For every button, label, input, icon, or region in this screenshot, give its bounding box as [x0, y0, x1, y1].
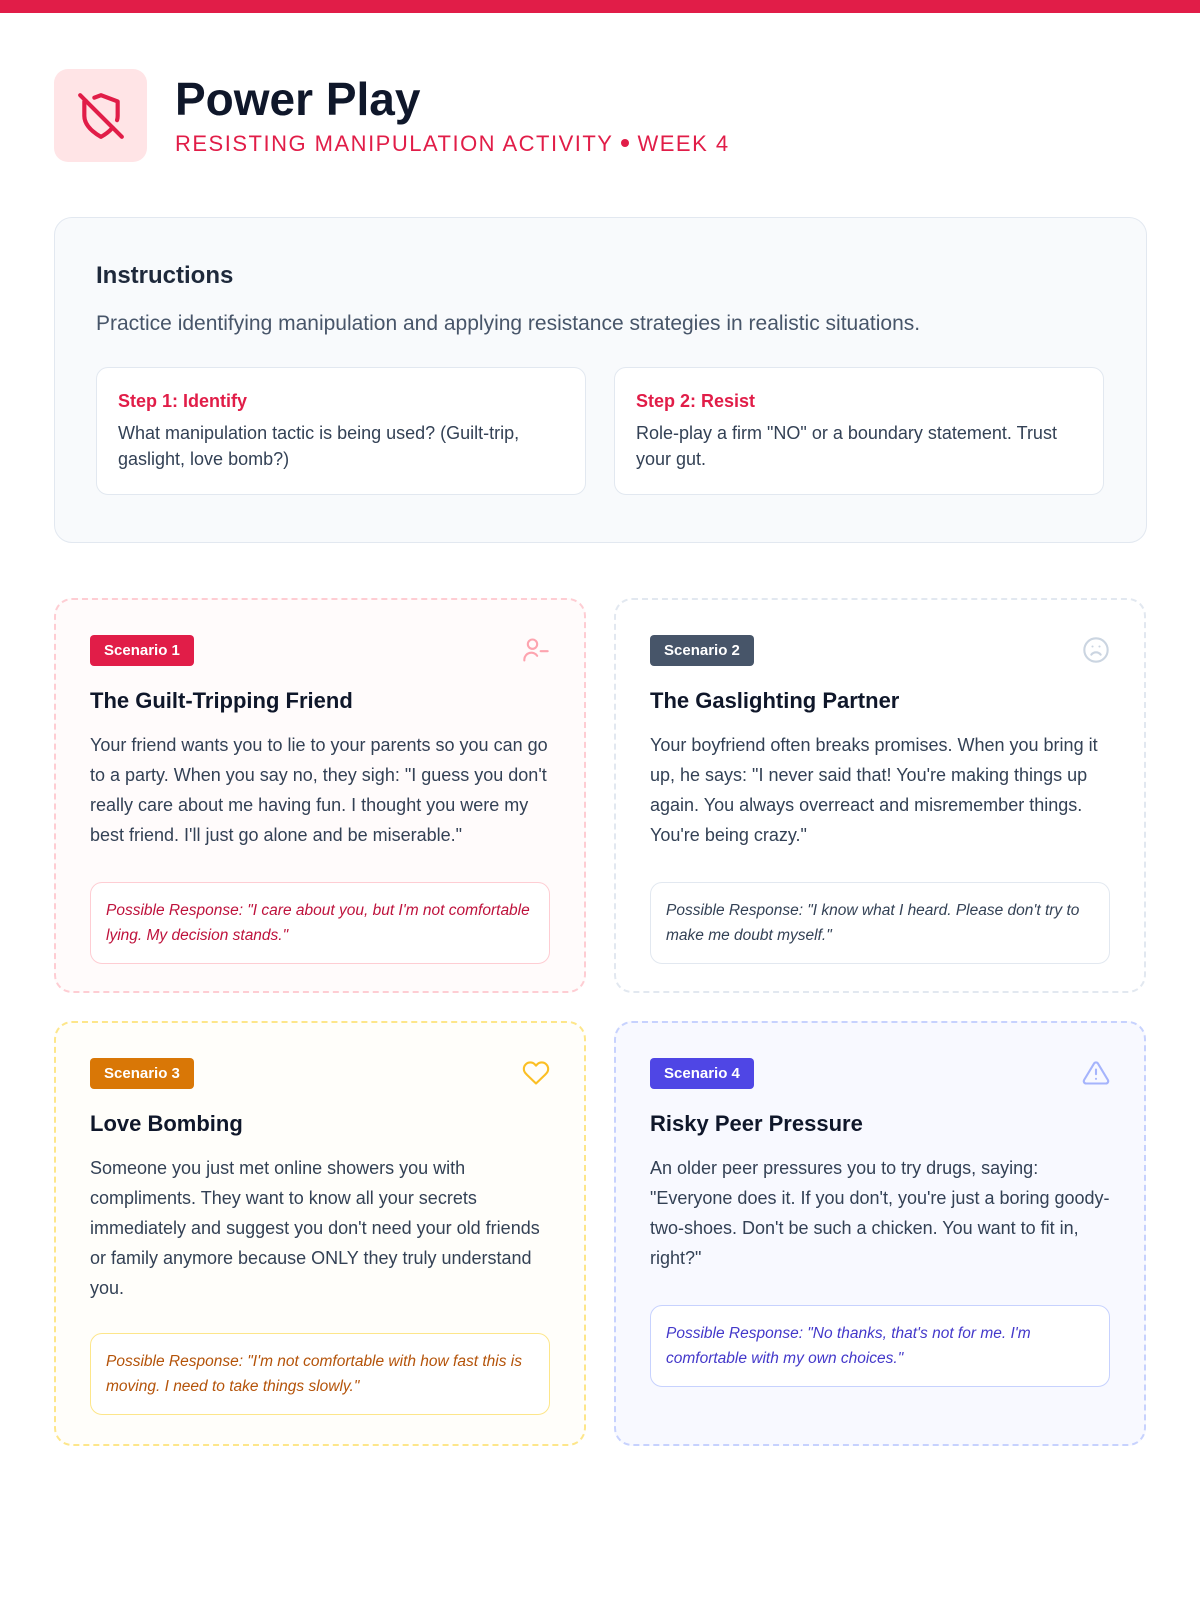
step-title: Step 2: Resist: [636, 391, 756, 411]
scenario-badge: Scenario 3: [90, 1058, 194, 1089]
top-accent-bar: [0, 0, 1200, 13]
user-minus-icon: [522, 636, 550, 664]
step-resist: [614, 367, 1104, 495]
scenario-title: Risky Peer Pressure: [650, 1111, 863, 1136]
possible-response: Possible Response: "I know what I heard. Please don't try to make me doubt myself.": [650, 882, 1110, 964]
instructions-panel: [54, 217, 1147, 543]
scenario-text: Someone you just met online showers you with compliments. They want to know all your secrets immediately and suggest you don't need your old friends or family anymore because ONLY they truly understand you.: [90, 1158, 540, 1298]
warning-triangle-icon: [1082, 1059, 1110, 1087]
page-subtitle: [175, 131, 730, 157]
scenario-text: An older peer pressures you to try drugs, saying: "Everyone does it. If you don't, you're just a boring goody-two-shoes. Don't be such a chicken. You want to fit in, right?": [650, 1158, 1110, 1268]
subtitle-week: WEEK 4: [637, 131, 730, 156]
shield-off-icon: [76, 91, 126, 141]
steps-row: [96, 367, 1105, 495]
instructions-title: Instructions: [96, 262, 234, 289]
subtitle-activity: RESISTING MANIPULATION ACTIVITY: [175, 131, 614, 156]
scenario-card-2: [614, 598, 1146, 993]
scenario-badge: Scenario 4: [650, 1058, 754, 1089]
logo: [54, 69, 147, 162]
step-text: Role-play a firm "NO" or a boundary statement. Trust your gut.: [636, 423, 1057, 469]
step-identify: [96, 367, 586, 495]
instructions-description: Practice identifying manipulation and applying resistance strategies in realistic situations.: [96, 312, 921, 335]
scenario-text: Your boyfriend often breaks promises. When you bring it up, he says: "I never said that! You're making things up again. You always overreact and misremember things. You're being crazy.": [650, 735, 1098, 845]
scenario-title: The Gaslighting Partner: [650, 688, 900, 713]
scenario-card-3: [54, 1021, 586, 1446]
scenario-text: Your friend wants you to lie to your parents so you can go to a party. When you say no, they sigh: "I guess you don't really care about me having fun. I thought you were my best friend. I'll just go alone and be miserable.": [90, 735, 548, 845]
step-title: Step 1: Identify: [118, 391, 248, 411]
page-header: [54, 69, 730, 162]
scenario-badge: Scenario 1: [90, 635, 194, 666]
possible-response: Possible Response: "No thanks, that's not for me. I'm comfortable with my own choices.": [650, 1305, 1110, 1387]
scenario-badge: Scenario 2: [650, 635, 754, 666]
possible-response: Possible Response: "I'm not comfortable with how fast this is moving. I need to take things slowly.": [90, 1333, 550, 1415]
scenario-title: Love Bombing: [90, 1111, 243, 1136]
frown-icon: [1082, 636, 1110, 664]
scenario-title: The Guilt-Tripping Friend: [90, 688, 353, 713]
page-title: Power Play: [175, 73, 421, 125]
scenario-card-4: [614, 1021, 1146, 1446]
step-text: What manipulation tactic is being used? (Guilt-trip, gaslight, love bomb?): [118, 423, 520, 469]
heart-icon: [522, 1059, 550, 1087]
scenario-card-1: [54, 598, 586, 993]
subtitle-separator-dot: [621, 139, 629, 147]
possible-response: Possible Response: "I care about you, but I'm not comfortable lying. My decision stands.": [90, 882, 550, 964]
